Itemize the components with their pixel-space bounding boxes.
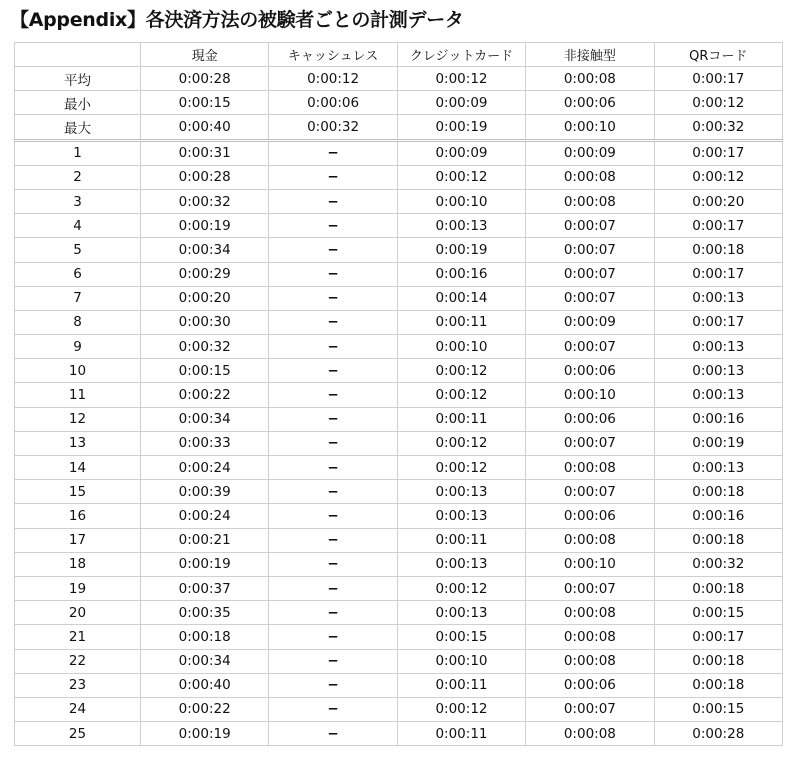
table-cell: − <box>269 214 397 238</box>
table-cell: 0:00:10 <box>526 383 654 407</box>
row-label: 6 <box>15 262 141 286</box>
table-cell: 0:00:32 <box>141 335 269 359</box>
table-cell: 0:00:32 <box>654 115 782 140</box>
table-row <box>15 238 783 262</box>
table-cell: 0:00:10 <box>526 115 654 140</box>
table-cell: 0:00:07 <box>526 262 654 286</box>
table-cell: 0:00:12 <box>397 431 525 455</box>
table-cell: 0:00:07 <box>526 335 654 359</box>
row-label: 7 <box>15 286 141 310</box>
table-cell: 0:00:30 <box>141 310 269 334</box>
table-cell: 0:00:07 <box>526 431 654 455</box>
table-cell: 0:00:09 <box>526 310 654 334</box>
table-cell: 0:00:20 <box>141 286 269 310</box>
row-label: 24 <box>15 697 141 721</box>
row-label: 14 <box>15 456 141 480</box>
table-cell: 0:00:12 <box>397 359 525 383</box>
table-cell: 0:00:19 <box>141 722 269 746</box>
table-cell: 0:00:07 <box>526 576 654 600</box>
row-label: 12 <box>15 407 141 431</box>
table-cell: − <box>269 697 397 721</box>
header-corner <box>15 43 141 67</box>
table-row <box>15 262 783 286</box>
table-cell: 0:00:17 <box>654 625 782 649</box>
row-label: 13 <box>15 431 141 455</box>
table-cell: 0:00:17 <box>654 262 782 286</box>
table-row <box>15 214 783 238</box>
table-cell: 0:00:13 <box>654 335 782 359</box>
table-cell: 0:00:11 <box>397 528 525 552</box>
table-cell: 0:00:18 <box>141 625 269 649</box>
table-row <box>15 480 783 504</box>
table-row <box>15 697 783 721</box>
row-label: 5 <box>15 238 141 262</box>
header-cashless: キャッシュレス <box>269 43 397 67</box>
table-cell: 0:00:13 <box>654 383 782 407</box>
row-label: 9 <box>15 335 141 359</box>
table-cell: 0:00:10 <box>397 649 525 673</box>
table-cell: 0:00:18 <box>654 576 782 600</box>
table-cell: 0:00:15 <box>141 359 269 383</box>
table-row <box>15 625 783 649</box>
table-cell: 0:00:24 <box>141 504 269 528</box>
table-cell: 0:00:06 <box>526 407 654 431</box>
table-row <box>15 407 783 431</box>
header-contactless: 非接触型 <box>526 43 654 67</box>
table-row <box>15 528 783 552</box>
row-label: 23 <box>15 673 141 697</box>
table-cell: 0:00:11 <box>397 673 525 697</box>
table-cell: 0:00:40 <box>141 115 269 140</box>
table-cell: 0:00:08 <box>526 649 654 673</box>
table-cell: 0:00:40 <box>141 673 269 697</box>
table-cell: 0:00:08 <box>526 601 654 625</box>
table-cell: 0:00:11 <box>397 310 525 334</box>
row-label: 16 <box>15 504 141 528</box>
table-cell: 0:00:08 <box>526 528 654 552</box>
table-cell: 0:00:07 <box>526 697 654 721</box>
table-cell: 0:00:08 <box>526 625 654 649</box>
table-cell: − <box>269 359 397 383</box>
table-cell: 0:00:31 <box>141 140 269 165</box>
table-cell: 0:00:07 <box>526 214 654 238</box>
table-cell: 0:00:32 <box>269 115 397 140</box>
measurement-table <box>14 42 783 746</box>
table-cell: 0:00:24 <box>141 456 269 480</box>
table-cell: 0:00:34 <box>141 649 269 673</box>
table-cell: 0:00:17 <box>654 214 782 238</box>
subject-rows <box>15 140 783 746</box>
table-cell: 0:00:17 <box>654 67 782 91</box>
table-cell: 0:00:12 <box>397 67 525 91</box>
table-cell: 0:00:33 <box>141 431 269 455</box>
table-row <box>15 722 783 746</box>
table-cell: − <box>269 262 397 286</box>
table-cell: 0:00:19 <box>141 214 269 238</box>
table-cell: − <box>269 528 397 552</box>
table-cell: 0:00:37 <box>141 576 269 600</box>
row-label: 3 <box>15 189 141 213</box>
table-cell: 0:00:10 <box>397 335 525 359</box>
table-cell: 0:00:18 <box>654 480 782 504</box>
table-row <box>15 649 783 673</box>
table-cell: 0:00:09 <box>397 140 525 165</box>
table-cell: − <box>269 576 397 600</box>
table-row <box>15 286 783 310</box>
table-cell: 0:00:07 <box>526 286 654 310</box>
row-label: 最大 <box>15 115 141 140</box>
table-row <box>15 335 783 359</box>
table-cell: 0:00:13 <box>397 601 525 625</box>
table-cell: 0:00:18 <box>654 673 782 697</box>
header-cash: 現金 <box>141 43 269 67</box>
table-cell: 0:00:18 <box>654 528 782 552</box>
table-cell: 0:00:10 <box>526 552 654 576</box>
table-cell: 0:00:11 <box>397 722 525 746</box>
table-cell: 0:00:13 <box>654 359 782 383</box>
table-cell: 0:00:08 <box>526 165 654 189</box>
table-cell: − <box>269 480 397 504</box>
table-cell: − <box>269 552 397 576</box>
table-cell: − <box>269 456 397 480</box>
table-cell: 0:00:18 <box>654 649 782 673</box>
header-qr-code: QRコード <box>654 43 782 67</box>
table-row <box>15 165 783 189</box>
table-row <box>15 310 783 334</box>
row-label: 20 <box>15 601 141 625</box>
table-cell: 0:00:16 <box>654 504 782 528</box>
table-cell: 0:00:06 <box>526 91 654 115</box>
table-cell: 0:00:08 <box>526 67 654 91</box>
table-cell: − <box>269 407 397 431</box>
table-row <box>15 576 783 600</box>
row-label: 17 <box>15 528 141 552</box>
table-cell: 0:00:18 <box>654 238 782 262</box>
row-label: 2 <box>15 165 141 189</box>
table-cell: 0:00:09 <box>397 91 525 115</box>
table-cell: − <box>269 165 397 189</box>
table-cell: 0:00:12 <box>269 67 397 91</box>
row-label: 22 <box>15 649 141 673</box>
table-cell: 0:00:08 <box>526 722 654 746</box>
table-cell: 0:00:06 <box>526 359 654 383</box>
table-cell: 0:00:28 <box>141 67 269 91</box>
table-cell: 0:00:08 <box>526 189 654 213</box>
table-cell: 0:00:12 <box>397 456 525 480</box>
table-cell: 0:00:13 <box>397 552 525 576</box>
table-cell: 0:00:06 <box>526 504 654 528</box>
summary-row <box>15 67 783 91</box>
table-row <box>15 504 783 528</box>
table-cell: − <box>269 649 397 673</box>
table-cell: 0:00:13 <box>397 504 525 528</box>
row-label: 1 <box>15 140 141 165</box>
table-cell: 0:00:17 <box>654 310 782 334</box>
table-cell: 0:00:12 <box>654 91 782 115</box>
table-cell: − <box>269 140 397 165</box>
table-cell: 0:00:32 <box>141 189 269 213</box>
row-label: 18 <box>15 552 141 576</box>
table-row <box>15 359 783 383</box>
table-cell: − <box>269 625 397 649</box>
row-label: 4 <box>15 214 141 238</box>
row-label: 10 <box>15 359 141 383</box>
table-cell: 0:00:15 <box>654 697 782 721</box>
table-row <box>15 456 783 480</box>
table-cell: − <box>269 238 397 262</box>
summary-rows <box>15 67 783 141</box>
summary-row <box>15 91 783 115</box>
table-cell: − <box>269 189 397 213</box>
table-cell: − <box>269 310 397 334</box>
table-cell: 0:00:12 <box>397 697 525 721</box>
table-cell: 0:00:22 <box>141 383 269 407</box>
row-label: 21 <box>15 625 141 649</box>
summary-row <box>15 115 783 140</box>
table-row <box>15 673 783 697</box>
table-cell: 0:00:14 <box>397 286 525 310</box>
table-row <box>15 140 783 165</box>
table-cell: 0:00:06 <box>269 91 397 115</box>
table-cell: 0:00:08 <box>526 456 654 480</box>
table-row <box>15 552 783 576</box>
table-cell: 0:00:12 <box>654 165 782 189</box>
table-cell: 0:00:13 <box>654 456 782 480</box>
table-cell: 0:00:07 <box>526 480 654 504</box>
table-cell: 0:00:28 <box>141 165 269 189</box>
table-row <box>15 189 783 213</box>
table-cell: 0:00:09 <box>526 140 654 165</box>
table-cell: 0:00:29 <box>141 262 269 286</box>
table-cell: 0:00:15 <box>397 625 525 649</box>
table-cell: 0:00:12 <box>397 165 525 189</box>
table-cell: 0:00:19 <box>141 552 269 576</box>
table-cell: − <box>269 431 397 455</box>
table-cell: 0:00:13 <box>397 214 525 238</box>
table-cell: 0:00:15 <box>654 601 782 625</box>
row-label: 15 <box>15 480 141 504</box>
table-cell: 0:00:17 <box>654 140 782 165</box>
table-row <box>15 431 783 455</box>
table-cell: 0:00:34 <box>141 407 269 431</box>
table-cell: 0:00:06 <box>526 673 654 697</box>
table-cell: 0:00:32 <box>654 552 782 576</box>
table-cell: 0:00:07 <box>526 238 654 262</box>
table-cell: 0:00:19 <box>397 115 525 140</box>
row-label: 11 <box>15 383 141 407</box>
table-cell: 0:00:12 <box>397 383 525 407</box>
table-cell: − <box>269 383 397 407</box>
table-cell: 0:00:11 <box>397 407 525 431</box>
table-cell: − <box>269 673 397 697</box>
table-cell: 0:00:13 <box>397 480 525 504</box>
table-cell: 0:00:13 <box>654 286 782 310</box>
page-title: 【Appendix】各決済方法の被験者ごとの計測データ <box>10 9 464 31</box>
table-cell: 0:00:19 <box>654 431 782 455</box>
table-cell: − <box>269 504 397 528</box>
table-header <box>15 43 783 67</box>
table-cell: 0:00:28 <box>654 722 782 746</box>
table-cell: 0:00:16 <box>654 407 782 431</box>
row-label: 8 <box>15 310 141 334</box>
row-label: 25 <box>15 722 141 746</box>
table-cell: 0:00:34 <box>141 238 269 262</box>
header-credit-card: クレジットカード <box>397 43 525 67</box>
row-label: 平均 <box>15 67 141 91</box>
table-cell: 0:00:19 <box>397 238 525 262</box>
table-cell: 0:00:35 <box>141 601 269 625</box>
table-row <box>15 383 783 407</box>
table-cell: 0:00:10 <box>397 189 525 213</box>
table-cell: − <box>269 286 397 310</box>
header-row <box>15 43 783 67</box>
row-label: 最小 <box>15 91 141 115</box>
table-cell: 0:00:12 <box>397 576 525 600</box>
table-cell: 0:00:16 <box>397 262 525 286</box>
table-cell: 0:00:39 <box>141 480 269 504</box>
table-cell: 0:00:21 <box>141 528 269 552</box>
table-cell: 0:00:22 <box>141 697 269 721</box>
table-cell: − <box>269 335 397 359</box>
table-cell: 0:00:15 <box>141 91 269 115</box>
row-label: 19 <box>15 576 141 600</box>
table-cell: − <box>269 722 397 746</box>
table-cell: 0:00:20 <box>654 189 782 213</box>
table-row <box>15 601 783 625</box>
table-cell: − <box>269 601 397 625</box>
